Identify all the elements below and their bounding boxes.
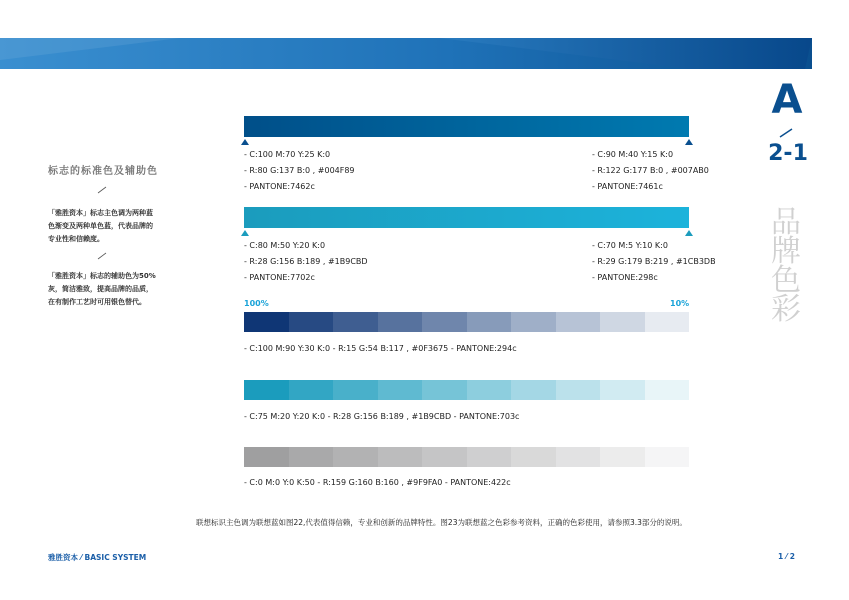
section-letter: A xyxy=(771,77,803,123)
tint-swatch xyxy=(511,312,556,332)
spec-line: - PANTONE:7461c xyxy=(592,182,663,191)
tint-swatch-row xyxy=(244,447,689,467)
header-banner xyxy=(0,38,812,69)
spec-line: - C:80 M:50 Y:20 K:0 xyxy=(244,241,326,250)
tint-end-label: 10% xyxy=(670,299,690,308)
spec-line: - R:28 G:156 B:189 , #1B9CBD xyxy=(244,257,368,266)
paragraph-line: 色渐变及两种单色蓝，代表品牌的 xyxy=(48,222,153,230)
tint-swatch xyxy=(556,312,601,332)
tint-swatch xyxy=(422,380,467,400)
tint-swatch xyxy=(467,447,512,467)
tint-swatch xyxy=(422,447,467,467)
left-title: 标志的标准色及辅助色 xyxy=(48,166,158,177)
paragraph-line: 灰，简洁雅致，提高品牌的品质， xyxy=(48,285,153,293)
tint-swatch xyxy=(645,380,690,400)
spec-line: - C:100 M:70 Y:25 K:0 xyxy=(244,150,331,159)
tint-swatch xyxy=(645,312,690,332)
tint-swatch xyxy=(600,447,645,467)
tint-swatch xyxy=(378,447,423,467)
page-number: 1 ⁄ 2 xyxy=(778,552,795,561)
section-number: 2-1 xyxy=(768,141,808,166)
spec-line: - PANTONE:298c xyxy=(592,273,658,282)
tint-swatch xyxy=(289,312,334,332)
tint-swatch xyxy=(467,312,512,332)
tint-swatch xyxy=(600,380,645,400)
spec-line: - R:122 G:177 B:0 , #007AB0 xyxy=(592,166,709,175)
tint-swatch xyxy=(244,312,289,332)
spec-line: - PANTONE:7462c xyxy=(244,182,315,191)
tint-swatch xyxy=(333,380,378,400)
tint-start-label: 100% xyxy=(244,299,269,308)
tint-swatch xyxy=(511,380,556,400)
spec-line: - PANTONE:7702c xyxy=(244,273,315,282)
spec-line: - R:80 G:137 B:0 , #004F89 xyxy=(244,166,355,175)
tint-swatch xyxy=(556,447,601,467)
tint-swatch xyxy=(333,447,378,467)
tint-swatch xyxy=(289,447,334,467)
paragraph-line: 在有制作工艺时可用银色替代。 xyxy=(48,298,146,306)
tint-row-label: - C:0 M:0 Y:0 K:50 - R:159 G:160 B:160 , #9F9FA0 - PANTONE:422c xyxy=(244,478,511,487)
color-spec-left xyxy=(244,147,355,195)
description-paragraph-1 xyxy=(48,207,178,246)
tint-swatch xyxy=(378,312,423,332)
paragraph-line: 「雅胜资本」标志主色调为两种蓝 xyxy=(48,209,153,217)
triangle-marker-icon xyxy=(685,230,693,236)
triangle-marker-icon xyxy=(241,139,249,145)
vertical-title-char: 色 xyxy=(771,263,801,298)
slash-divider xyxy=(777,128,795,138)
slash-divider xyxy=(97,186,107,194)
tint-swatch xyxy=(556,380,601,400)
tint-row-label: - C:100 M:90 Y:30 K:0 - R:15 G:54 B:117 , #0F3675 - PANTONE:294c xyxy=(244,344,517,353)
tint-row-label: - C:75 M:20 Y:20 K:0 - R:28 G:156 B:189 , #1B9CBD - PANTONE:703c xyxy=(244,412,520,421)
tint-swatch xyxy=(333,312,378,332)
spec-line: - C:70 M:5 Y:10 K:0 xyxy=(592,241,668,250)
tint-swatch-row xyxy=(244,380,689,400)
slash-divider xyxy=(97,252,107,260)
spec-line: - R:29 G:179 B:219 , #1CB3DB xyxy=(592,257,716,266)
triangle-marker-icon xyxy=(685,139,693,145)
tint-swatch xyxy=(422,312,467,332)
vertical-title-char: 品 xyxy=(771,205,801,240)
tint-swatch xyxy=(600,312,645,332)
tint-swatch xyxy=(244,447,289,467)
paragraph-line: 「雅胜资本」标志的辅助色为50% xyxy=(48,272,156,280)
footer-brand: 雅胜资本 ⁄ BASIC SYSTEM xyxy=(48,553,147,562)
vertical-title-char: 彩 xyxy=(771,292,801,327)
tint-swatch xyxy=(289,380,334,400)
color-spec-right xyxy=(592,238,716,286)
tint-swatch xyxy=(244,380,289,400)
vertical-title-char: 牌 xyxy=(771,234,801,269)
gradient-bar-primary xyxy=(244,116,689,137)
tint-swatch xyxy=(645,447,690,467)
description-paragraph-2 xyxy=(48,270,178,309)
vertical-title xyxy=(768,205,804,327)
tint-swatch xyxy=(511,447,556,467)
triangle-marker-icon xyxy=(241,230,249,236)
gradient-bar-secondary xyxy=(244,207,689,228)
color-spec-right xyxy=(592,147,709,195)
paragraph-line: 专业性和信赖度。 xyxy=(48,235,104,243)
tint-swatch xyxy=(378,380,423,400)
tint-swatch xyxy=(467,380,512,400)
color-spec-left xyxy=(244,238,368,286)
bottom-note: 联想标识主色调为联想蓝如图22,代表值得信赖，专业和创新的品牌特性。图23为联想蓝之色彩参考资料，正确的色彩使用，请参照3.3部分的说明。 xyxy=(196,518,687,527)
tint-swatch-row xyxy=(244,312,689,332)
spec-line: - C:90 M:40 Y:15 K:0 xyxy=(592,150,674,159)
